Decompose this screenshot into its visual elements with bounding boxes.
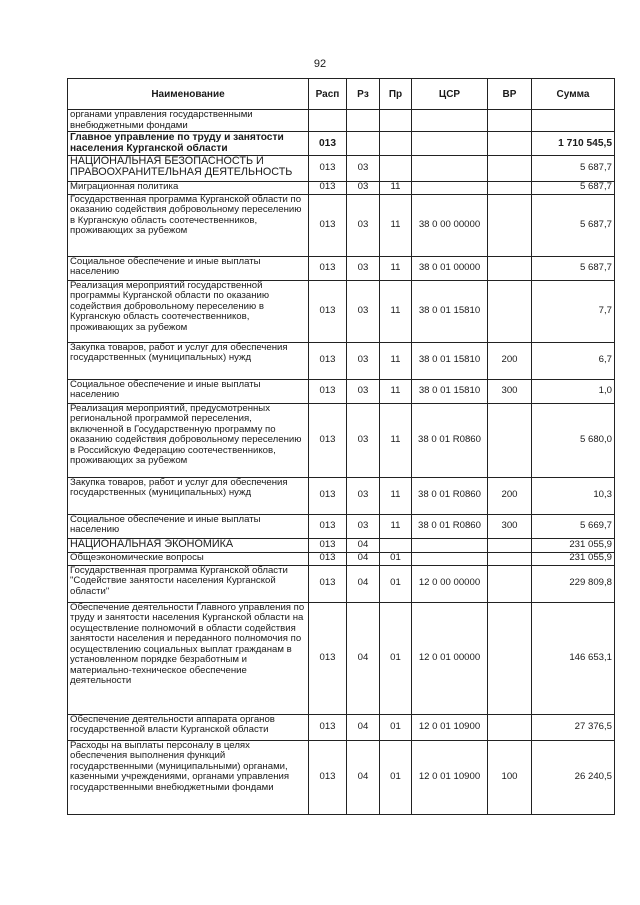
cell-pr: 11 xyxy=(380,379,412,403)
cell-vr xyxy=(488,552,532,565)
table-row xyxy=(68,194,615,256)
table-row xyxy=(68,280,615,342)
cell-csr: 38 0 01 R0860 xyxy=(412,403,488,477)
cell-rasp: 013 xyxy=(309,181,347,194)
cell-sum: 146 653,1 xyxy=(532,602,615,714)
table-row xyxy=(68,110,615,132)
cell-pr xyxy=(380,132,412,155)
cell-name: Социальное обеспечение и иные выплаты населению xyxy=(68,514,309,538)
header-csr: ЦСР xyxy=(412,79,488,110)
cell-sum: 1 710 545,5 xyxy=(532,132,615,155)
cell-name: Закупка товаров, работ и услуг для обеспечения государственных (муниципальных) нужд xyxy=(68,477,309,514)
cell-pr: 01 xyxy=(380,565,412,602)
cell-pr: 11 xyxy=(380,280,412,342)
cell-pr: 11 xyxy=(380,194,412,256)
cell-sum: 26 240,5 xyxy=(532,740,615,814)
cell-rasp: 013 xyxy=(309,379,347,403)
cell-csr xyxy=(412,552,488,565)
cell-rasp: 013 xyxy=(309,602,347,714)
cell-rasp: 013 xyxy=(309,280,347,342)
cell-rz: 03 xyxy=(347,194,380,256)
table-row xyxy=(68,565,615,602)
cell-csr xyxy=(412,181,488,194)
cell-name: Социальное обеспечение и иные выплаты населению xyxy=(68,256,309,280)
cell-rz: 03 xyxy=(347,379,380,403)
cell-rasp: 013 xyxy=(309,342,347,379)
cell-rasp: 013 xyxy=(309,477,347,514)
cell-pr: 11 xyxy=(380,403,412,477)
cell-name: Реализация мероприятий, предусмотренных региональной программой переселения, включенной в Государственную программу по оказанию содействия добровольному переселению в Российскую Федерацию соотечественников, проживающих за рубежом xyxy=(68,403,309,477)
cell-rasp: 013 xyxy=(309,552,347,565)
cell-sum: 231 055,9 xyxy=(532,538,615,552)
cell-name: Обеспечение деятельности аппарата органов государственной власти Курганской области xyxy=(68,714,309,740)
cell-sum: 27 376,5 xyxy=(532,714,615,740)
table-row xyxy=(68,379,615,403)
cell-rz: 03 xyxy=(347,342,380,379)
cell-csr: 38 0 01 00000 xyxy=(412,256,488,280)
cell-pr: 01 xyxy=(380,602,412,714)
table-row xyxy=(68,602,615,714)
cell-vr: 200 xyxy=(488,477,532,514)
cell-vr xyxy=(488,714,532,740)
cell-name: НАЦИОНАЛЬНАЯ ЭКОНОМИКА xyxy=(68,538,309,552)
table-row xyxy=(68,514,615,538)
table-row xyxy=(68,740,615,814)
cell-vr xyxy=(488,565,532,602)
table-header-row xyxy=(68,79,615,110)
cell-rz: 04 xyxy=(347,714,380,740)
table-row xyxy=(68,342,615,379)
table-row xyxy=(68,538,615,552)
table-row xyxy=(68,714,615,740)
cell-rasp: 013 xyxy=(309,565,347,602)
cell-name: НАЦИОНАЛЬНАЯ БЕЗОПАСНОСТЬ И ПРАВООХРАНИТЕЛЬНАЯ ДЕЯТЕЛЬНОСТЬ xyxy=(68,155,309,181)
cell-csr: 12 0 01 00000 xyxy=(412,602,488,714)
cell-vr xyxy=(488,194,532,256)
cell-csr xyxy=(412,132,488,155)
cell-rasp: 013 xyxy=(309,538,347,552)
cell-sum: 5 687,7 xyxy=(532,155,615,181)
cell-rasp: 013 xyxy=(309,714,347,740)
cell-rz: 03 xyxy=(347,514,380,538)
cell-csr: 38 0 01 R0860 xyxy=(412,477,488,514)
cell-csr: 38 0 01 15810 xyxy=(412,280,488,342)
cell-rz xyxy=(347,110,380,132)
table-row xyxy=(68,155,615,181)
cell-sum: 10,3 xyxy=(532,477,615,514)
header-rz: Рз xyxy=(347,79,380,110)
cell-sum: 5 687,7 xyxy=(532,181,615,194)
cell-rasp: 013 xyxy=(309,155,347,181)
cell-csr: 12 0 01 10900 xyxy=(412,740,488,814)
cell-pr xyxy=(380,538,412,552)
cell-name: органами управления государственными внебюджетными фондами xyxy=(68,110,309,132)
cell-pr: 01 xyxy=(380,552,412,565)
cell-rasp: 013 xyxy=(309,132,347,155)
cell-pr: 11 xyxy=(380,342,412,379)
cell-rasp: 013 xyxy=(309,256,347,280)
cell-sum xyxy=(532,110,615,132)
cell-pr: 11 xyxy=(380,256,412,280)
table-row xyxy=(68,132,615,155)
cell-rz: 04 xyxy=(347,565,380,602)
cell-pr: 11 xyxy=(380,477,412,514)
cell-rz: 04 xyxy=(347,552,380,565)
cell-pr xyxy=(380,110,412,132)
cell-name: Государственная программа Курганской области "Содействие занятости населения Курганской области" xyxy=(68,565,309,602)
cell-vr xyxy=(488,602,532,714)
cell-name: Общеэкономические вопросы xyxy=(68,552,309,565)
cell-rz: 03 xyxy=(347,181,380,194)
budget-table xyxy=(67,78,615,815)
table-row xyxy=(68,403,615,477)
header-vr: ВР xyxy=(488,79,532,110)
table-row xyxy=(68,181,615,194)
cell-name: Закупка товаров, работ и услуг для обеспечения государственных (муниципальных) нужд xyxy=(68,342,309,379)
cell-sum: 231 055,9 xyxy=(532,552,615,565)
cell-vr xyxy=(488,256,532,280)
cell-csr: 38 0 01 R0860 xyxy=(412,514,488,538)
cell-vr xyxy=(488,403,532,477)
cell-rz: 04 xyxy=(347,602,380,714)
cell-sum: 6,7 xyxy=(532,342,615,379)
header-sum: Сумма xyxy=(532,79,615,110)
cell-name: Главное управление по труду и занятости населения Курганской области xyxy=(68,132,309,155)
cell-sum: 5 680,0 xyxy=(532,403,615,477)
cell-vr: 300 xyxy=(488,514,532,538)
cell-rasp: 013 xyxy=(309,194,347,256)
cell-rz: 03 xyxy=(347,403,380,477)
cell-sum: 5 669,7 xyxy=(532,514,615,538)
cell-csr: 12 0 01 10900 xyxy=(412,714,488,740)
cell-name: Обеспечение деятельности Главного управления по труду и занятости населения Курганской области на осуществление полномочий в области содействия занятости населения и переданного полномочия по осуществлению социальных выплат гражданам в установленном порядке безработным и материально-техническое обеспечение деятельности xyxy=(68,602,309,714)
table-body xyxy=(68,110,615,815)
cell-name: Миграционная политика xyxy=(68,181,309,194)
cell-csr xyxy=(412,538,488,552)
table-row xyxy=(68,477,615,514)
cell-vr xyxy=(488,132,532,155)
page-number: 92 xyxy=(313,58,327,70)
cell-pr: 11 xyxy=(380,181,412,194)
cell-csr: 12 0 00 00000 xyxy=(412,565,488,602)
cell-rz: 03 xyxy=(347,280,380,342)
cell-vr xyxy=(488,110,532,132)
cell-csr xyxy=(412,155,488,181)
cell-vr: 100 xyxy=(488,740,532,814)
cell-csr: 38 0 01 15810 xyxy=(412,342,488,379)
cell-vr: 300 xyxy=(488,379,532,403)
cell-sum: 5 687,7 xyxy=(532,194,615,256)
cell-sum: 229 809,8 xyxy=(532,565,615,602)
cell-rz: 04 xyxy=(347,740,380,814)
cell-name: Реализация мероприятий государственной программы Курганской области по оказанию содействия добровольному переселению в Курганскую область соотечественников, проживающих за рубежом xyxy=(68,280,309,342)
cell-name: Социальное обеспечение и иные выплаты населению xyxy=(68,379,309,403)
cell-pr xyxy=(380,155,412,181)
cell-rz: 03 xyxy=(347,256,380,280)
header-rasp: Расп xyxy=(309,79,347,110)
cell-sum: 5 687,7 xyxy=(532,256,615,280)
table-row xyxy=(68,552,615,565)
header-pr: Пр xyxy=(380,79,412,110)
cell-rasp xyxy=(309,110,347,132)
cell-csr: 38 0 01 15810 xyxy=(412,379,488,403)
cell-rz: 04 xyxy=(347,538,380,552)
cell-vr: 200 xyxy=(488,342,532,379)
cell-name: Расходы на выплаты персоналу в целях обеспечения выполнения функций государственными (муниципальными) органами, казенными учреждениями, органами управления государственными внебюджетными фондами xyxy=(68,740,309,814)
cell-csr: 38 0 00 00000 xyxy=(412,194,488,256)
cell-rasp: 013 xyxy=(309,403,347,477)
cell-sum: 1,0 xyxy=(532,379,615,403)
cell-rz xyxy=(347,132,380,155)
cell-pr: 11 xyxy=(380,514,412,538)
cell-vr xyxy=(488,155,532,181)
cell-rasp: 013 xyxy=(309,514,347,538)
cell-rasp: 013 xyxy=(309,740,347,814)
cell-name: Государственная программа Курганской области по оказанию содействия добровольному переселению в Курганскую область соотечественников, проживающих за рубежом xyxy=(68,194,309,256)
cell-vr xyxy=(488,538,532,552)
cell-sum: 7,7 xyxy=(532,280,615,342)
cell-rz: 03 xyxy=(347,477,380,514)
cell-rz: 03 xyxy=(347,155,380,181)
cell-pr: 01 xyxy=(380,714,412,740)
table-row xyxy=(68,256,615,280)
cell-csr xyxy=(412,110,488,132)
cell-vr xyxy=(488,181,532,194)
header-name: Наименование xyxy=(68,79,309,110)
cell-pr: 01 xyxy=(380,740,412,814)
cell-vr xyxy=(488,280,532,342)
